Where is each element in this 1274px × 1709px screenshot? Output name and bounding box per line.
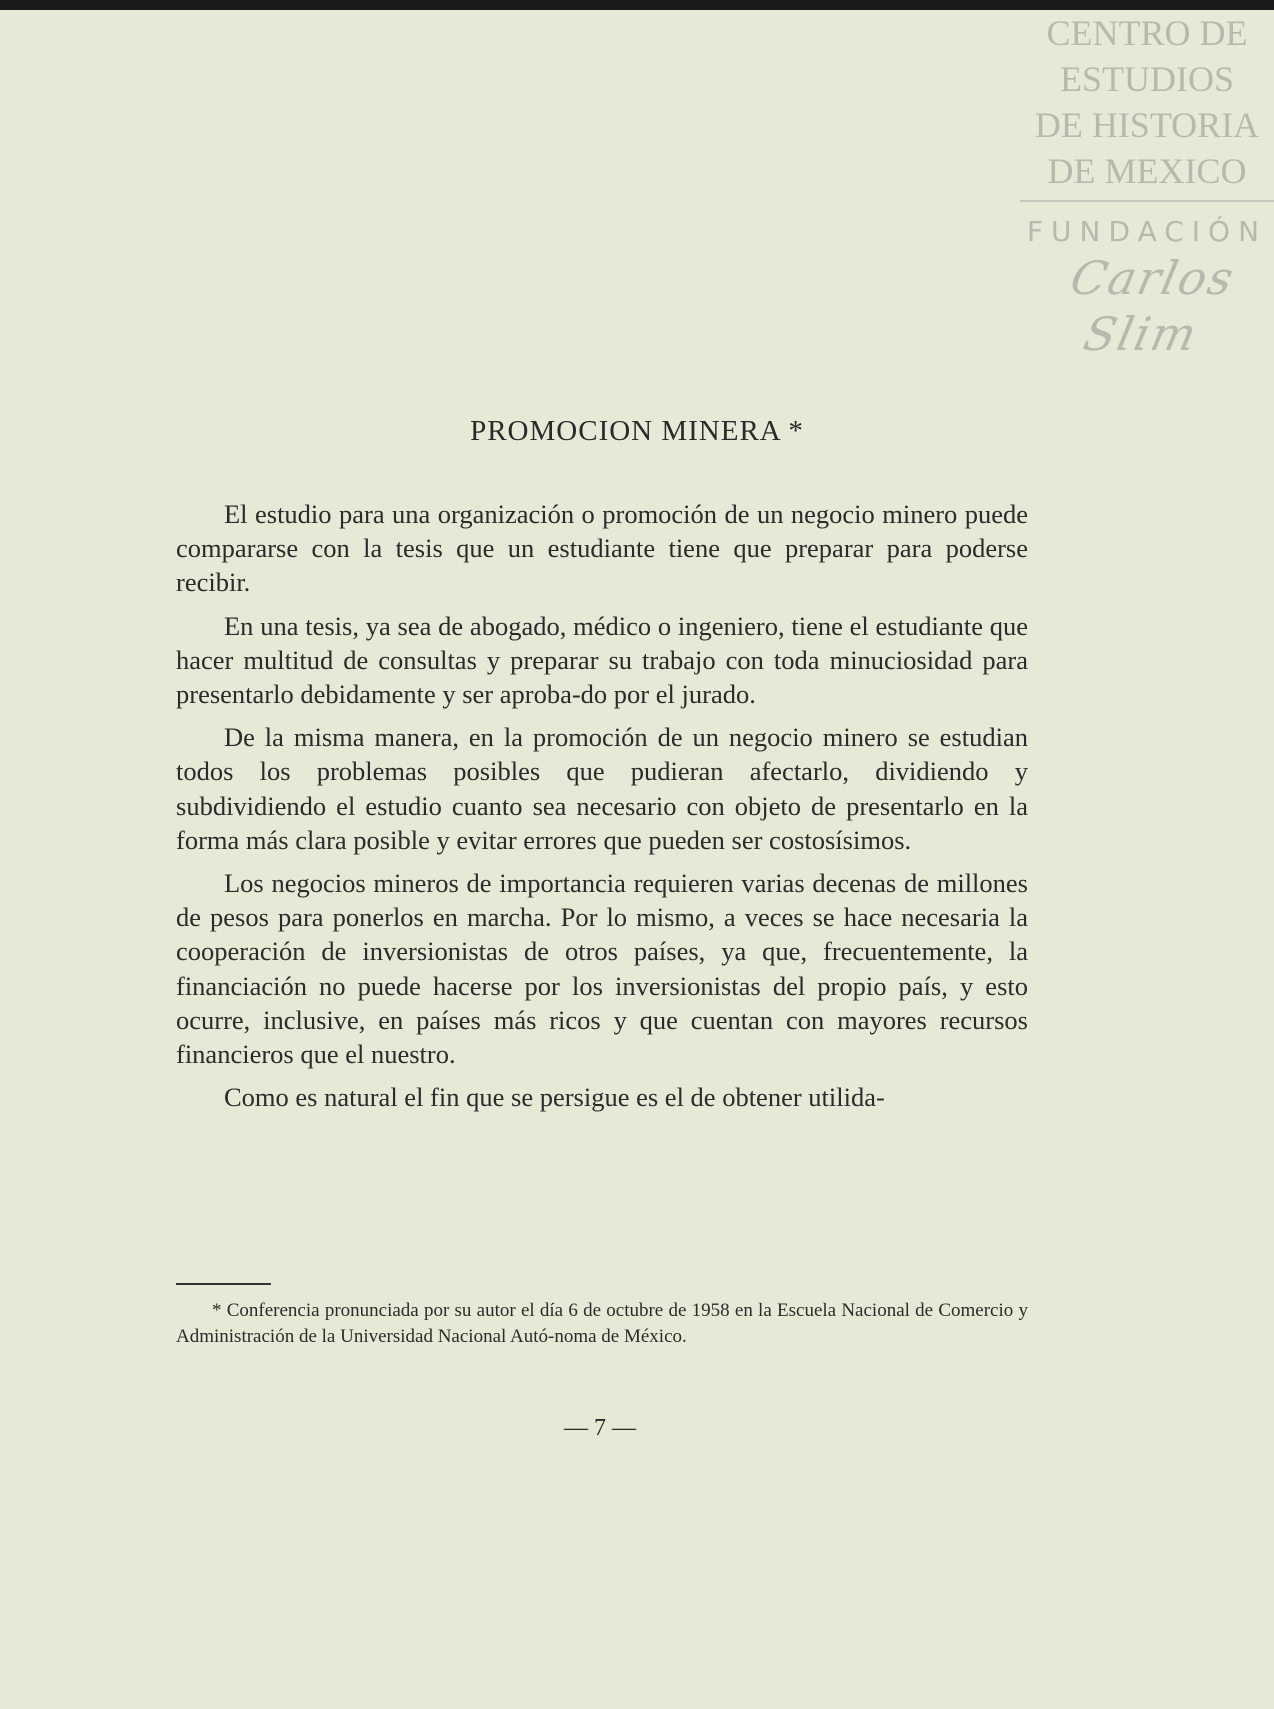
paragraph: El estudio para una organización o promoción de un negocio minero puede compararse con la tesis que un estudiante tiene que preparar para poderse recibir.: [176, 499, 1028, 598]
article-title: PROMOCION MINERA *: [470, 415, 804, 447]
paragraph: De la misma manera, en la promoción de un negocio minero se estudian todos los problemas posibles que pudieran afectarlo, dividiendo y subdividiendo el estudio cuanto sea necesario con objeto de presentarlo en la forma más clara posible y evitar errores que pueden ser costosísimos.: [176, 722, 1028, 855]
footnote: * Conferencia pronunciada por su autor el día 6 de octubre de 1958 en la Escuela Nacional de Comercio y Administración de la Universidad Nacional Autó-noma de México.: [176, 1300, 1028, 1347]
watermark-line: DE HISTORIA: [1034, 105, 1260, 145]
document-page: [0, 10, 1274, 1709]
watermark-foundation: FUNDACIÓN: [1026, 215, 1268, 248]
paragraph: Como es natural el fin que se persigue es el de obtener utilida-: [224, 1082, 885, 1113]
page-number: — 7 —: [564, 1415, 636, 1441]
watermark-divider: [1020, 200, 1274, 202]
watermark-line: CENTRO DE: [1046, 13, 1248, 53]
watermark-line: ESTUDIOS: [1059, 59, 1234, 99]
article-body: [176, 497, 1028, 1123]
footnote-divider: [176, 1283, 271, 1285]
watermark: [1020, 10, 1274, 362]
scan-top-edge: [0, 0, 1274, 10]
paragraph: En una tesis, ya sea de abogado, médico o ingeniero, tiene el estudiante que hacer multitud de consultas y preparar su trabajo con toda minuciosidad para presentarlo debidamente y ser aproba-do por el jurado.: [176, 610, 1028, 710]
watermark-line: DE MEXICO: [1047, 151, 1247, 191]
watermark-signature: Carlos Slim: [1065, 251, 1241, 361]
paragraph: Los negocios mineros de importancia requieren varias decenas de millones de pesos para ponerlos en marcha. Por lo mismo, a veces se hace necesaria la cooperación de inversionistas de otros países, ya que, frecuentemente, la financiación no puede hacerse por los inversionistas del propio país, y esto ocurre, inclusive, en países más ricos y que cuentan con mayores recursos financieros que el nuestro.: [176, 868, 1028, 1070]
